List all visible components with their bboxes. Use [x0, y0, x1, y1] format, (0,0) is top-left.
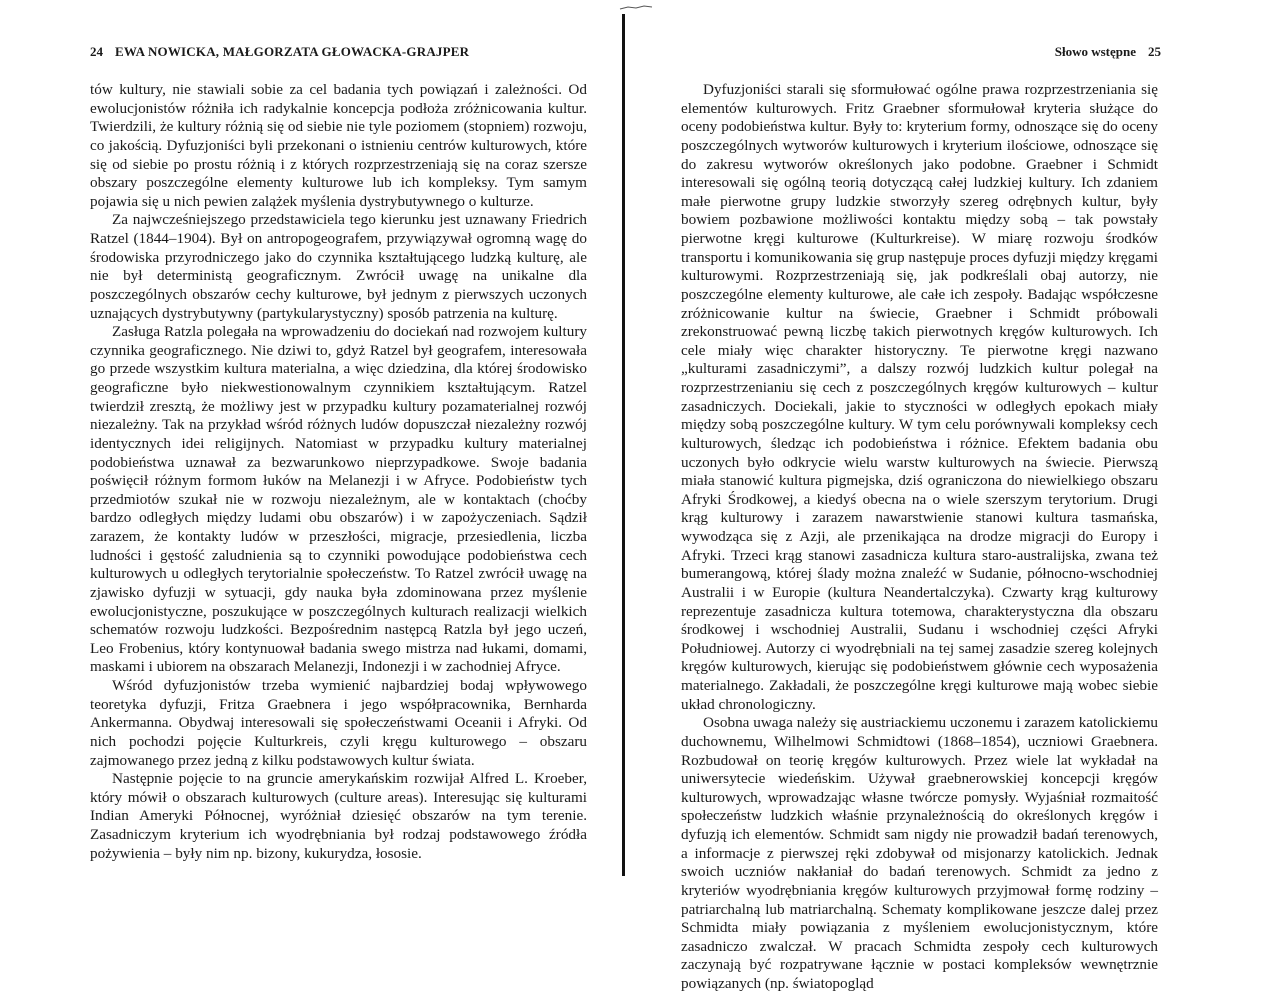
left-paragraph-2: Za najwcześniejszego przedstawiciela tego kierunku jest uznawany Friedrich Ratzel (1844–1904). Był on antropogeografem, przywiązywał ogromną wagę do środowiska przyrodniczego jako do czynnika kształtującego ludzką kulturę, ale nie był deterministą geograficznym. Zwrócił uwagę na unikalne dla poszczególnych obszarów cechy kulturowe, był jednym z pierwszych uczonych uznających dystrybutywny (partykularystyczny) sposób patrzenia na kulturę. [90, 211, 587, 322]
right-page-number: 25 [1148, 44, 1161, 59]
left-paragraph-3: Zasługa Ratzla polegała na wprowadzeniu do dociekań nad rozwojem kultury czynnika geograficznego. Nie dziwi to, gdyż Ratzel był geografem, interesowała go przede wszystkim kultura materialna, a więc dziedzina, dla której środowisko geograficzne było niekwestionowalnym czynnikiem kształtującym. Ratzel twierdził zresztą, że możliwy jest w przypadku kultury pozamaterialnej rozwój niezależny. Tak na przykład wśród różnych ludów dopuszczał niezależny rozwój identycznych idei religijnych. Natomiast w przypadku kultury materialnej podobieństwa uznawał za bezwarunkowo nieprzypadkowe. Swoje badania poświęcił różnym formom łuków na Melanezji i w Afryce. Podobieństw tych przedmiotów szukał nie w rozwoju niezależnym, ale w kontaktach (choćby bardzo odległych między ludami obu obszarów) i w zapożyczeniach. Sądził zarazem, że kontakty ludów w przeszłości, migracje, przesiedlenia, liczba ludności i gęstość zaludnienia są to czynniki powodujące podobieństwa cech kulturowych u odległych terytorialnie społeczeństw. To Ratzel zwrócił uwagę na zjawisko dyfuzji w sytuacji, gdy nauka była zdominowana przez myślenie ewolucjonistyczne, poszukujące w poszczególnych kulturach realizacji wielkich schematów rozwoju ludzkości. Bezpośrednim następcą Ratzla był jego uczeń, Leo Frobenius, który kontynuował badania swego mistrza nad łukami, domami, maskami i ubiorem na obszarach Melanezji, Indonezji i w zachodniej Afryce. [90, 323, 587, 676]
right-page [631, 0, 1262, 992]
right-paragraph-2: Osobna uwaga należy się austriackiemu uczonemu i zarazem katolickiemu duchownemu, Wilhelmowi Schmidtowi (1868–1854), uczniowi Graebnera. Rozbudował on teorię kręgów kulturowych. Przez wiele lat wykładał na uniwersytecie wiedeńskim. Używał graebnerowskiej koncepcji kręgów kulturowych, wprowadzając własne twórcze pomysły. Wyjaśniał rozmaitość społeczeństw ludzkich właśnie przynależnością do określonych kręgów i dyfuzją ich elementów. Schmidt sam nigdy nie prowadził badań terenowych, a informacje z pierwszej ręki zdobywał od misjonarzy katolickich. Jednak swoich uczniów nakłaniał do badań terenowych. Schmidt za jedno z kryteriów wyodrębniania kręgów kulturowych przyjmował formę rodziny – patriarchalną lub matriarchalną. Schematy komplikowane jeszcze dalej przez Schmidta miały powiązania z myśleniem ewolucjonistycznym, które zasadniczo zwalczał. W pracach Schmidta zespoły cech kulturowych zaczynają być rozpatrywane łącznie w postaci kompleksów wewnętrznie powiązanych (np. światopogląd [681, 714, 1158, 992]
left-running-head [90, 44, 469, 60]
left-running-head-authors: EWA NOWICKA, MAŁGORZATA GŁOWACKA-GRAJPER [115, 44, 470, 59]
left-page [0, 0, 631, 894]
right-body-text [681, 81, 1158, 994]
left-page-number: 24 [90, 44, 103, 59]
right-paragraph-1: Dyfuzjoniści starali się sformułować ogólne prawa rozprzestrzeniania się elementów kulturowych. Fritz Graebner sformułował kryteria służące do oceny podobieństwa kultur. Były to: kryterium formy, odnoszące się do oceny poszczególnych wytworów kulturowych i kryterium ilościowe, odnoszące się do zakresu wytworów określonych jako podobne. Graebner i Schmidt interesowali się ogólną teorią dotyczącą całej ludzkiej kultury. Ich zdaniem małe pierwotne grupy ludzkie stworzyły szereg odrębnych kultur, były bowiem pozbawione możliwości kontaktu między sobą – tak powstały pierwotne kręgi kulturowe (Kulturkreise). W miarę rozwoju środków transportu i komunikowania się grup następuje proces dyfuzji między kręgami kulturowymi. Rozprzestrzeniają się, jak podkreślali obaj autorzy, nie poszczególne elementy kulturowe, ale całe ich zespoły. Badając współczesne zróżnicowanie kultur na świecie, Graebner i Schmidt próbowali zrekonstruować pewną liczbę takich pierwotnych kręgów kulturowych. Ich cele miały więc charakter historyczny. Te pierwotne kręgi nazwano „kulturami zasadniczymi”, a dalszy rozwój ludzkich kultur polegał na rozprzestrzenianiu się cech z poszczególnych kręgów kulturowych – kultur zasadniczych. Dociekali, jakie to styczności w odległych epokach miały między sobą poszczególne kultury. W tym celu porównywali kompleksy cech kulturowych, śledząc ich podobieństwa i różnice. Efektem badania obu uczonych było odkrycie wielu warstw kulturowych na świecie. Pierwszą miała stanowić kultura pigmejska, dziś ograniczona do niewielkiego obszaru Afryki Środkowej, a kiedyś obecna na o wiele szerszym terytorium. Drugi krąg kulturowy i zarazem nawarstwienie stanowi kultura tasmańska, wywodząca się z Azji, ale przenikająca na drodze migracji do Europy i Afryki. Trzeci krąg stanowi zasadnicza kultura staro-australijska, zwana też bumerangową, której ślady można znaleźć w Sudanie, północno-wschodniej Australii i w Europie (kultura Neandertalczyka). Czwarty krąg kulturowy reprezentuje zasadnicza kultura totemowa, charakterystyczna dla obszaru środkowej i wschodniej Australii, Sudanu i wschodniej części Afryki Południowej. Autorzy ci wyodrębniali na tej samej zasadzie szereg kolejnych kręgów kulturowych, kierując się podobieństwem głównie cech wyposażenia materialnego. Zakładali, że poszczególne kręgi kulturowe mają wobec siebie układ chronologiczny. [681, 81, 1159, 713]
left-body-text [90, 81, 587, 863]
book-gutter [622, 14, 625, 876]
left-paragraph-5: Następnie pojęcie to na gruncie amerykańskim rozwijał Alfred L. Kroeber, który mówił o obszarach kulturowych (culture areas). Interesując się kulturami Indian Ameryki Północnej, wyróżniał dziesięć obszarów na tym terenie. Zasadniczym kryterium ich wyodrębniania był rodzaj podstawowego źródła pożywienia – były nim np. bizony, kukurydza, łososie. [90, 770, 587, 862]
right-running-head-title: Słowo wstępne [1054, 44, 1136, 59]
right-running-head [1055, 44, 1161, 60]
left-paragraph-1: tów kultury, nie stawiali sobie za cel badania tych powiązań i zależności. Od ewolucjonistów różniła ich radykalnie koncepcja podłoża zróżnicowania kultur. Twierdzili, że kultury różnią się od siebie nie tyle poziomem (stopniem) rozwoju, co jakością. Dyfuzjoniści byli przekonani o istnieniu centrów kulturowych, które się od siebie po prostu różnią i z których rozprzestrzeniają się na coraz szersze obszary poszczególne elementy kulturowe lub ich kompleksy. Tym samym pojawia się u nich pewien zalążek myślenia dystrybutywnego o kulturze. [90, 81, 587, 210]
left-paragraph-4: Wśród dyfuzjonistów trzeba wymienić najbardziej bodaj wpływowego teoretyka dyfuzji, Fritza Graebnera i jego współpracownika, Bernharda Ankermanna. Obydwaj interesowali się społeczeństwami Oceanii i Afryki. Od nich pochodzi pojęcie Kulturkreis, czyli kręgu kulturowego – obszaru zajmowanego przez jedną z kilku podstawowych kultur świata. [90, 677, 587, 769]
